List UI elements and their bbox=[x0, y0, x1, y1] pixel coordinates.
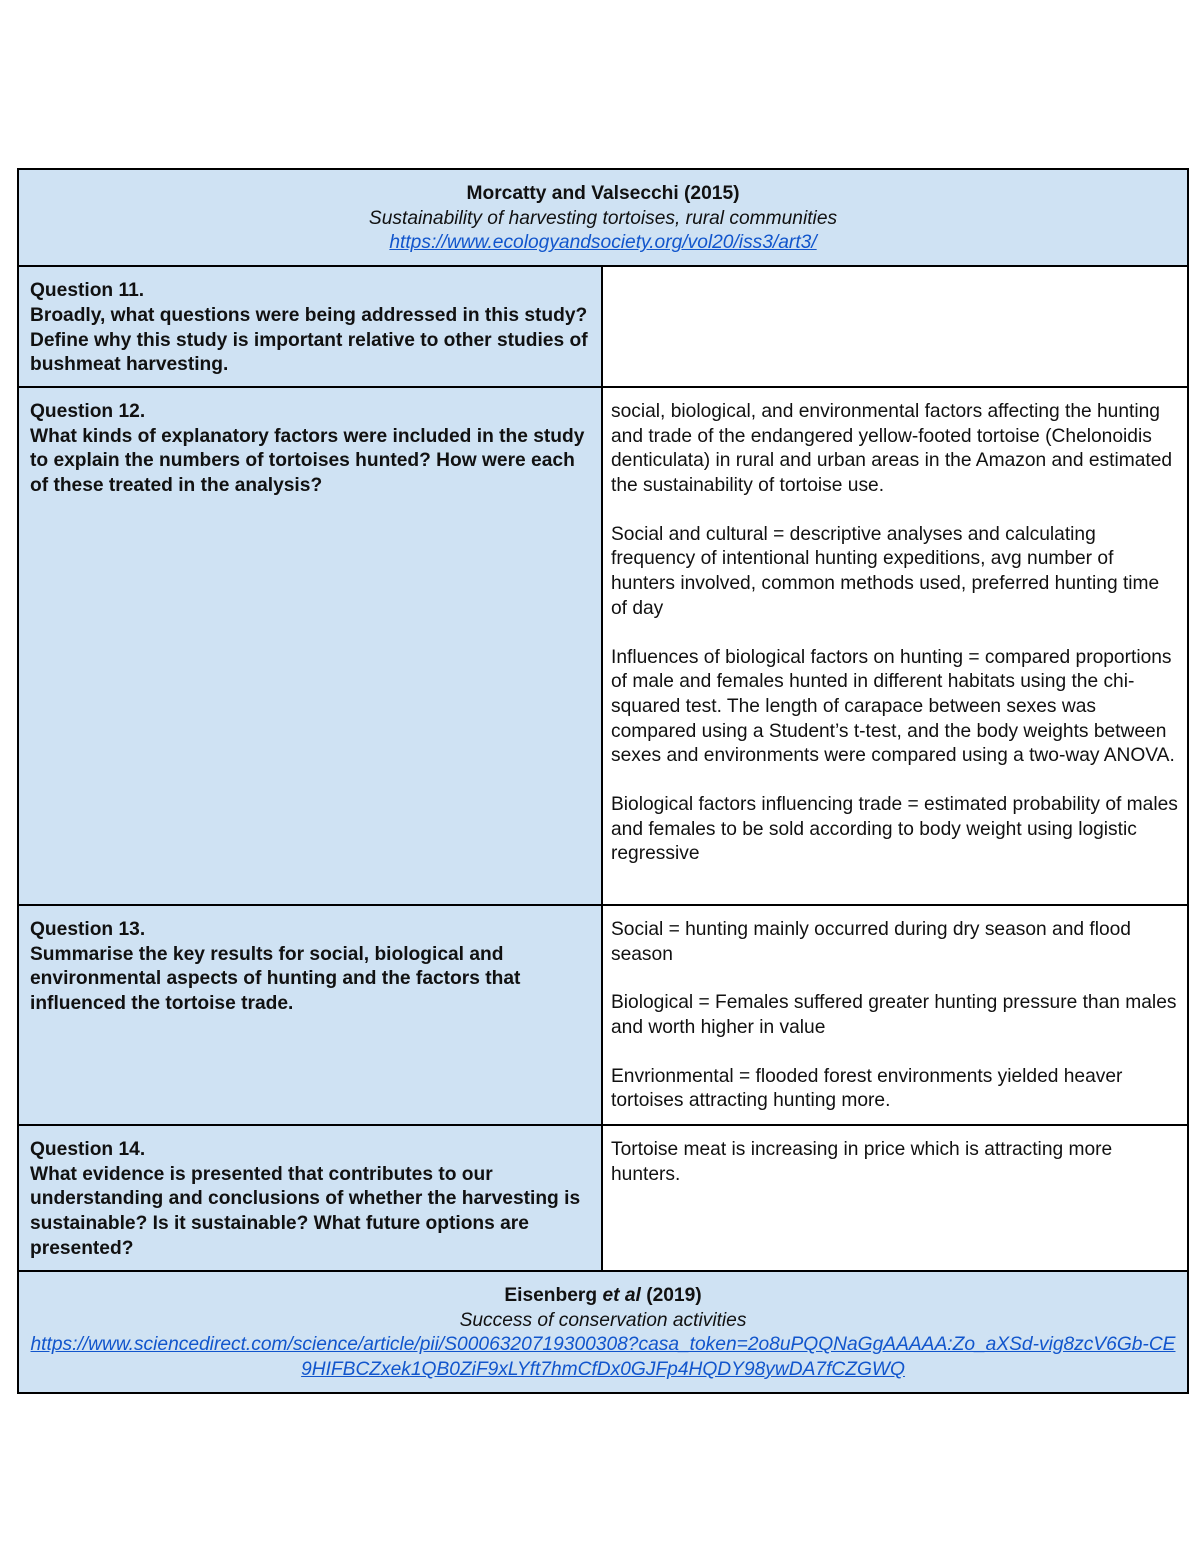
question-text: What kinds of explanatory factors were included in the study to explain the numbers of tortoises hunted? How were each of these treated in the analysis? bbox=[30, 425, 585, 497]
next-study-header-cell bbox=[18, 1271, 1188, 1393]
answer-paragraph: Biological factors influencing trade = estimated probability of males and females to be sold according to body weight using logistic regressive bbox=[611, 794, 1178, 865]
question-cell bbox=[18, 387, 602, 905]
question-row bbox=[18, 266, 1188, 387]
answer-cell[interactable] bbox=[602, 387, 1188, 905]
next-study-etal: et al bbox=[602, 1284, 641, 1306]
question-number: Question 13. bbox=[30, 918, 146, 940]
answer-paragraph: Influences of biological factors on hunting = compared proportions of male and females hunted in different habitats using the chi-squared test. The length of carapace between sexes was compared using a Student’s t-test, and the body weights between sexes and environments were compared using a two-way ANOVA. bbox=[611, 646, 1175, 767]
question-number: Question 14. bbox=[30, 1138, 146, 1160]
question-text: What evidence is presented that contributes to our understanding and conclusions of whether the harvesting is sustainable? Is it sustainable? What future options are presented? bbox=[30, 1163, 581, 1259]
answer-paragraph: Social and cultural = descriptive analyses and calculating frequency of intentional hunting expeditions, avg number of hunters involved, common methods used, preferred hunting time of day bbox=[611, 523, 1160, 619]
question-row bbox=[18, 905, 1188, 1125]
answer-paragraph: Biological = Females suffered greater hunting pressure than males and worth higher in value bbox=[611, 992, 1177, 1039]
question-cell bbox=[18, 266, 602, 387]
question-text: Broadly, what questions were being addressed in this study? Define why this study is important relative to other studies of bushmeat harvesting. bbox=[30, 304, 588, 376]
answer-cell[interactable] bbox=[602, 1125, 1188, 1271]
study-link[interactable]: https://www.ecologyandsociety.org/vol20/iss3/art3/ bbox=[389, 232, 817, 254]
answer-cell[interactable] bbox=[602, 266, 1188, 387]
answer-paragraph: Social = hunting mainly occurred during dry season and flood season bbox=[611, 918, 1131, 965]
next-study-title bbox=[29, 1284, 1177, 1309]
question-number: Question 12. bbox=[30, 400, 146, 422]
answer-paragraph: social, biological, and environmental factors affecting the hunting and trade of the endangered yellow-footed tortoise (Chelonoidis denticulata) in rural and urban areas in the Amazon and estimated the sustainability of tortoise use. bbox=[611, 400, 1173, 497]
next-study-author: Eisenberg bbox=[504, 1284, 598, 1306]
study-title: Morcatty and Valsecchi (2015) bbox=[466, 183, 740, 204]
question-row bbox=[18, 387, 1188, 905]
study-header-cell bbox=[18, 169, 1188, 266]
study-table bbox=[17, 168, 1189, 1394]
study-header-row bbox=[18, 169, 1188, 266]
question-number: Question 11. bbox=[30, 280, 145, 302]
next-study-link[interactable]: https://www.sciencedirect.com/science/article/pii/S0006320719300308?casa_token=2o8uPQQNaGgAAAAA:Zo_aXSd-vig8zcV6Gb-CE9HIFBCZxek1QB0ZiF9xLYft7hmCfDx0GJFp4HQDY98ywDA7fCZGWQ bbox=[30, 1334, 1176, 1381]
study-subtitle: Sustainability of harvesting tortoises, rural communities bbox=[368, 207, 838, 229]
question-row bbox=[18, 1125, 1188, 1271]
next-study-header-row bbox=[18, 1271, 1188, 1393]
next-study-year: (2019) bbox=[646, 1284, 702, 1306]
question-cell bbox=[18, 905, 602, 1125]
answer-paragraph: Tortoise meat is increasing in price which is attracting more hunters. bbox=[611, 1138, 1113, 1185]
question-cell bbox=[18, 1125, 602, 1271]
next-study-subtitle: Success of conservation activities bbox=[459, 1309, 747, 1331]
answer-cell[interactable] bbox=[602, 905, 1188, 1125]
answer-paragraph: Envrionmental = flooded forest environments yielded heaver tortoises attracting hunting more. bbox=[611, 1065, 1123, 1112]
question-text: Summarise the key results for social, biological and environmental aspects of hunting and the factors that influenced the tortoise trade. bbox=[30, 943, 521, 1015]
